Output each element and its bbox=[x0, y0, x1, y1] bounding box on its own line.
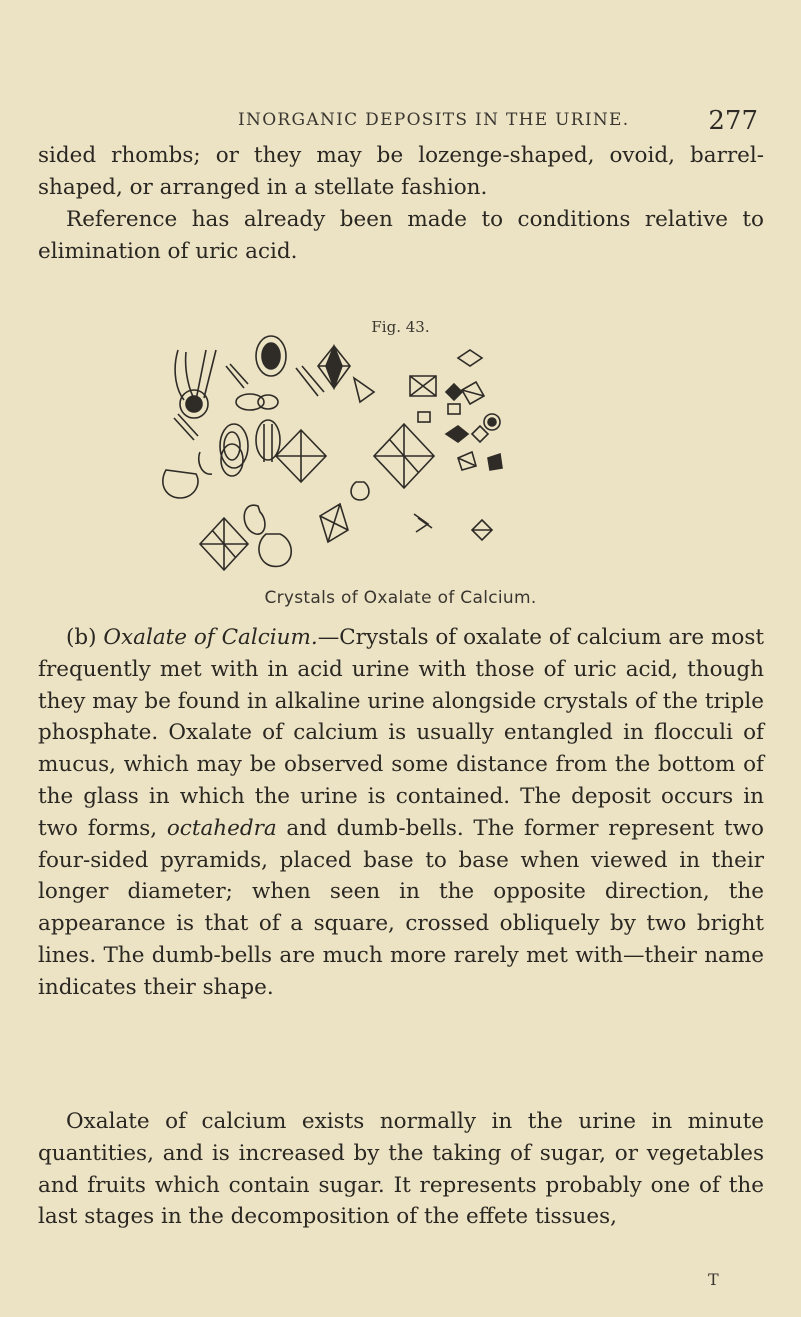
crystal-dumbbell bbox=[221, 444, 243, 476]
crystal-square bbox=[446, 426, 468, 442]
crystal-rod bbox=[174, 414, 198, 440]
crystal-ovoid bbox=[262, 343, 280, 369]
paragraph-rhombs: sided rhombs; or they may be lozenge-shaped, ovoid, barrel-shaped, or arranged in a stellate fashion. bbox=[38, 143, 764, 200]
crystal-octahedron bbox=[472, 520, 492, 540]
crystal-disc bbox=[186, 396, 202, 412]
paragraph-oxalate bbox=[38, 622, 764, 1004]
crystal-square bbox=[472, 426, 488, 442]
crystal-dumbbell bbox=[199, 452, 212, 474]
crystal-ovoid bbox=[256, 420, 280, 460]
crystal-dumbbell bbox=[236, 394, 264, 410]
crystal-square bbox=[320, 504, 348, 542]
italic-term: octahedra bbox=[166, 815, 277, 841]
crystal-octahedron bbox=[318, 346, 350, 388]
crystal-square bbox=[458, 452, 476, 470]
crystal-rod bbox=[196, 350, 206, 400]
page-number: 277 bbox=[708, 106, 758, 136]
crystal-disc bbox=[484, 414, 500, 430]
crystal-rod bbox=[264, 424, 272, 462]
paragraph-body-continued: and dumb-bells. The former represent two four-sided pyramids, placed base to base when viewed in their longer diameter; when seen in the opposite direction, the appearance is that of a square, crossed obliquely by two bright lines. The dumb-bells are much more rarely met with—their name indicates their shape. bbox=[38, 815, 764, 1000]
crystal-square bbox=[462, 382, 484, 404]
crystal-square bbox=[418, 412, 430, 422]
crystal-ovoid bbox=[220, 424, 248, 468]
crystal-rod bbox=[354, 378, 374, 402]
crystal-square bbox=[448, 404, 460, 414]
paragraph-body: —Crystals of oxalate of calcium are most frequently met with in acid urine with those of uric acid, though they may be found in alkaline urine alongside crystals of the triple phosphate. Oxalate of calcium is usually entangled in flocculi of mucus, which may be observed some distance from the bottom of the glass in which the urine is contained. The deposit occurs in two forms, bbox=[38, 625, 764, 841]
running-title: INORGANIC DEPOSITS IN THE URINE. bbox=[238, 110, 630, 130]
running-head bbox=[56, 106, 758, 138]
crystal-disc bbox=[180, 390, 208, 418]
crystal-square bbox=[446, 384, 462, 400]
crystal-dumbbell bbox=[414, 514, 432, 532]
paragraph-reference: Reference has already been made to conditions relative to elimination of uric acid. bbox=[38, 207, 764, 264]
crystal-rod bbox=[175, 350, 184, 400]
crystal-ovoid bbox=[256, 336, 286, 376]
crystal-octahedron bbox=[276, 430, 326, 482]
crystal-rod bbox=[186, 352, 194, 398]
crystal-square bbox=[488, 454, 502, 470]
crystal-rod bbox=[296, 366, 324, 396]
figure-label: Fig. 43. bbox=[371, 318, 430, 336]
crystal-dumbbell bbox=[258, 395, 278, 409]
subsection-title: Oxalate of Calcium. bbox=[103, 625, 318, 650]
crystal-rod bbox=[204, 350, 216, 398]
crystal-octahedron bbox=[374, 424, 434, 488]
crystal-octahedron bbox=[200, 518, 248, 570]
crystal-dumbbell bbox=[244, 505, 265, 534]
subsection-label: (b) bbox=[66, 625, 97, 650]
crystal-ovoid bbox=[224, 432, 240, 460]
crystal-ovoid bbox=[163, 470, 198, 498]
crystal-ovoid bbox=[351, 482, 369, 500]
crystal-square bbox=[410, 376, 436, 396]
crystal-rod bbox=[226, 364, 248, 388]
signature-mark: T bbox=[708, 1270, 719, 1289]
paragraph-normal-quantities: Oxalate of calcium exists normally in the urine in minute quantities, and is increased by the taking of sugar, or vegetables and fruits which contain sugar. It represents probably one of the last stages in the decomposition of the effete tissues, bbox=[38, 1109, 764, 1230]
crystal-octahedron bbox=[458, 350, 482, 366]
crystal-octahedron bbox=[326, 346, 342, 388]
crystal-disc bbox=[488, 418, 496, 426]
figure-caption: Crystals of Oxalate of Calcium. bbox=[264, 588, 537, 608]
crystal-dumbbell bbox=[259, 534, 291, 566]
